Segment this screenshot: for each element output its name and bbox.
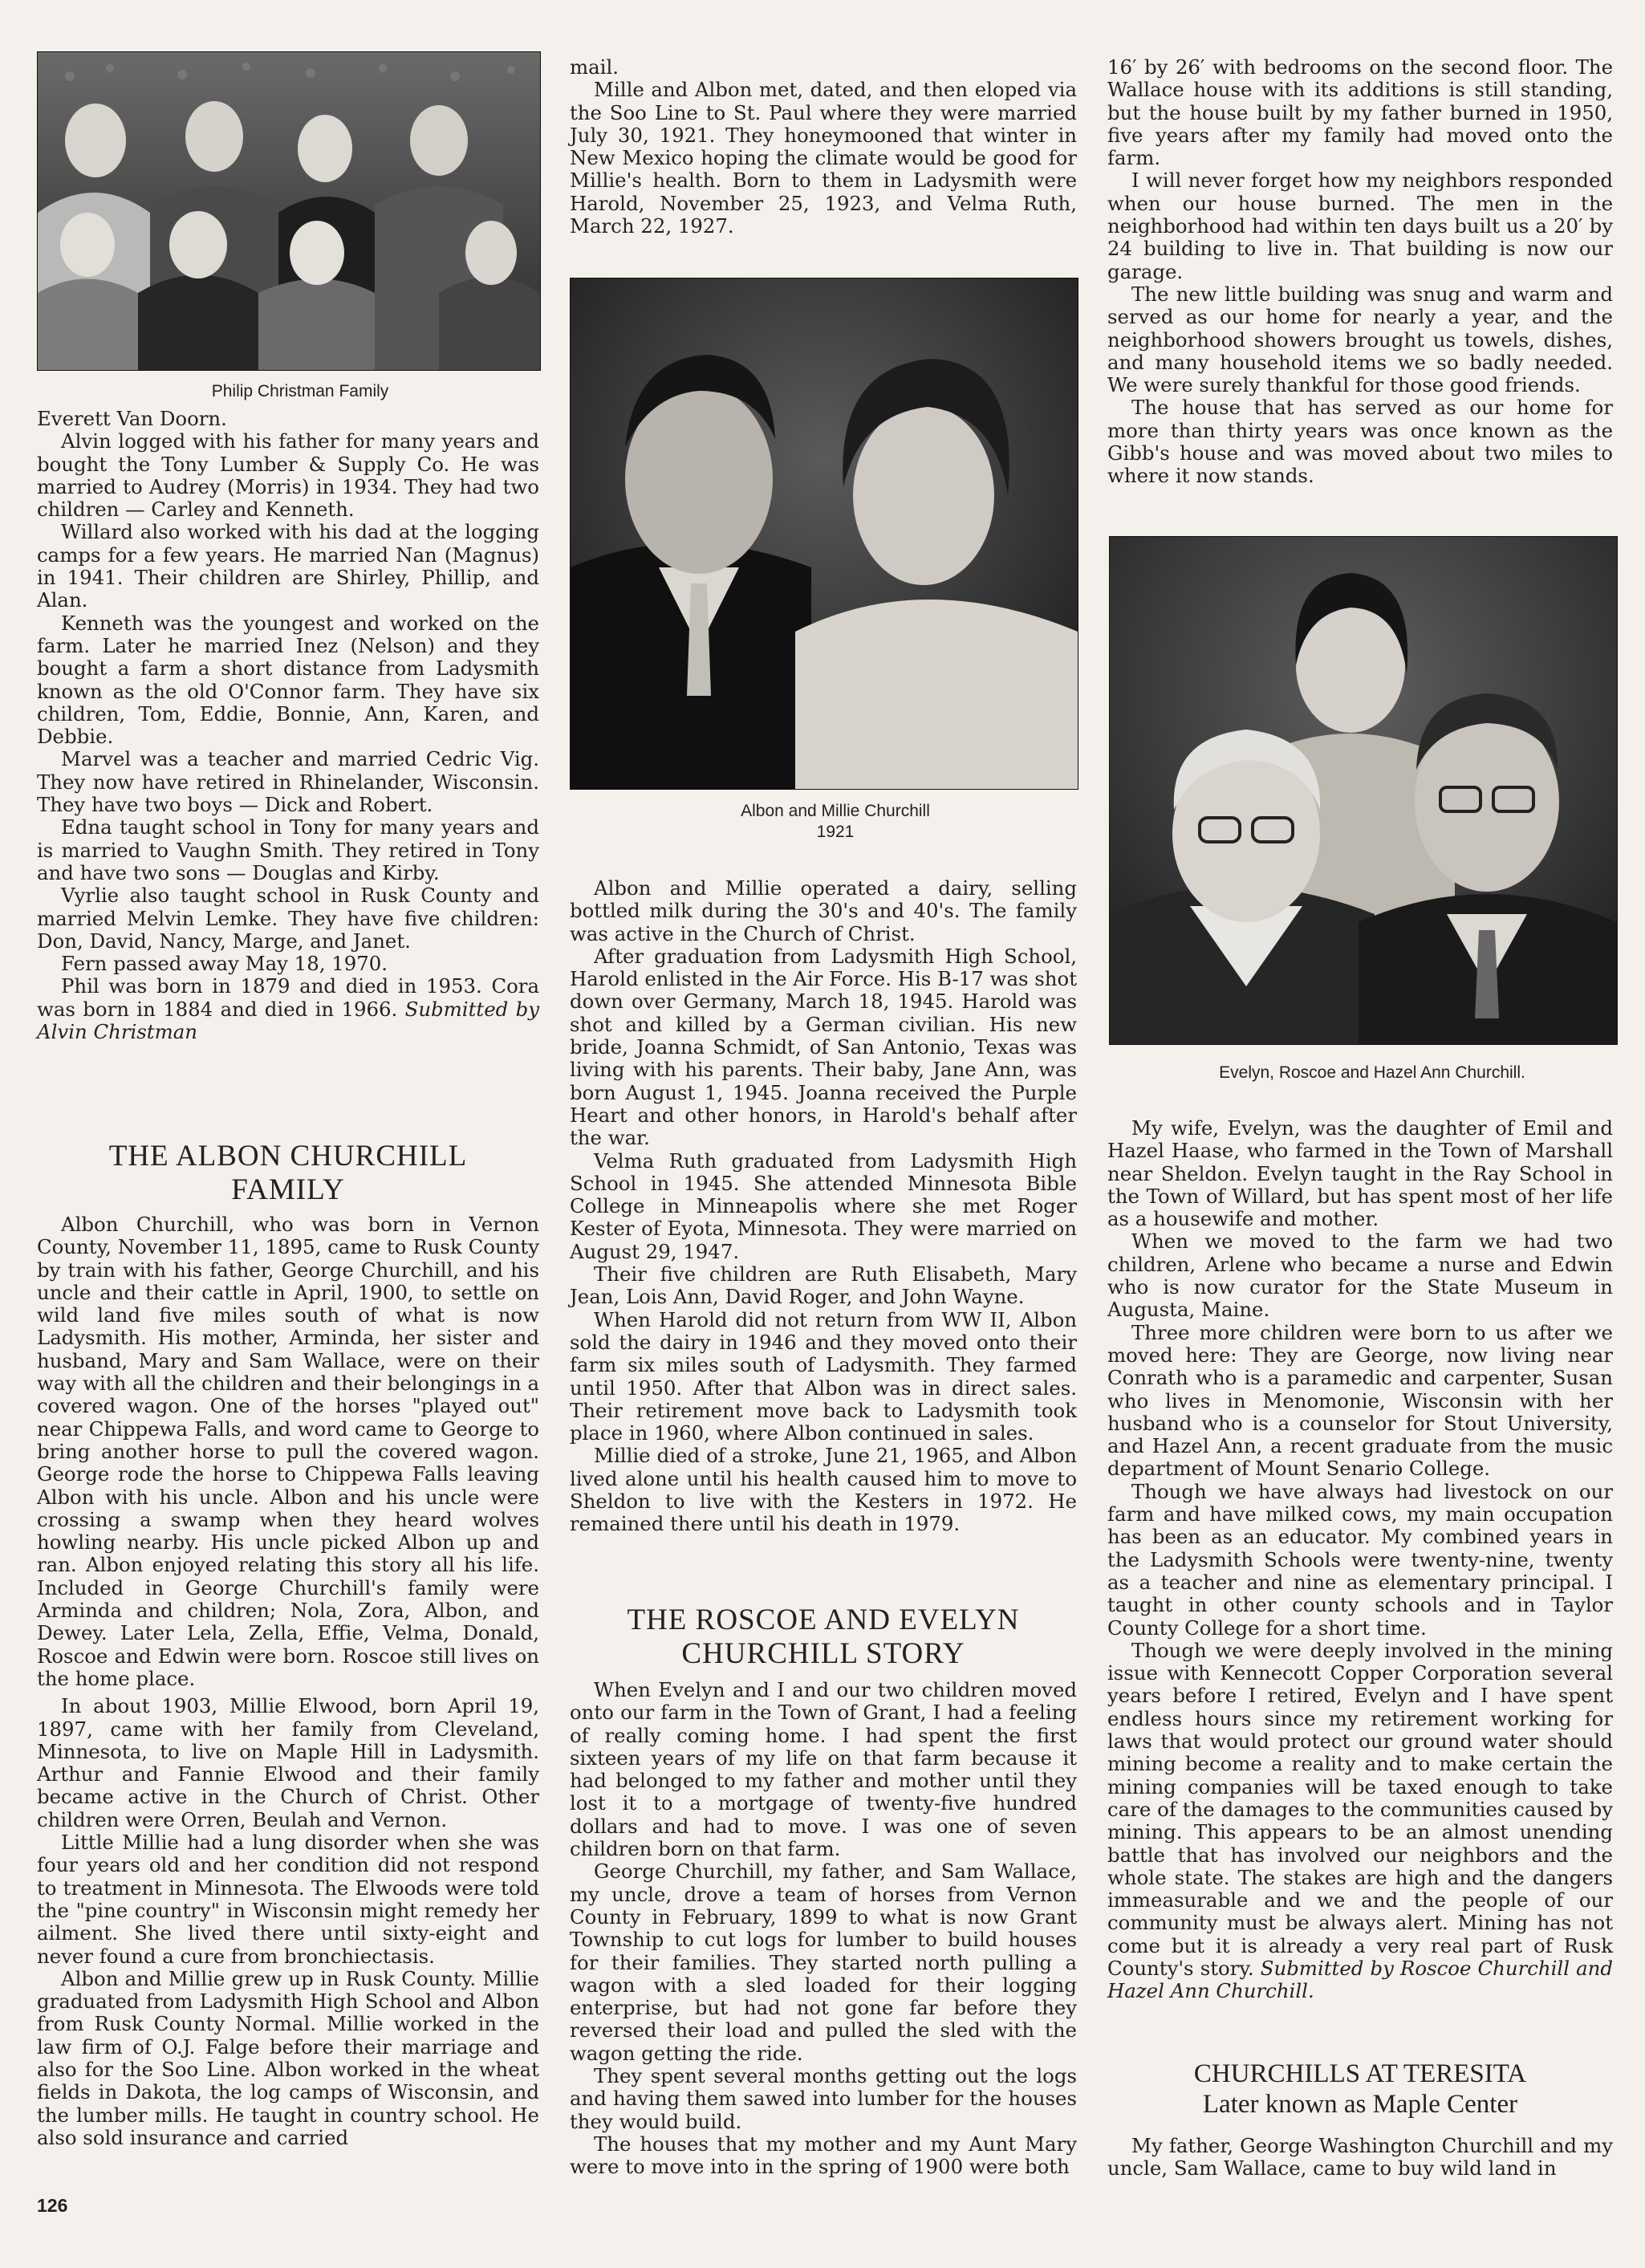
photo-philip-christman-family: [37, 51, 541, 371]
subheading-line: Later known as Maple Center: [1202, 2090, 1518, 2119]
paragraph: The houses that my mother and my Aunt Mary were to move into in the spring of 1900 were both: [570, 2132, 1077, 2179]
photo-caption-line: Albon and Millie Churchill: [741, 802, 930, 820]
submitted-by: Submitted by Alvin Christman: [37, 997, 539, 1044]
column-1-text-bottom: [37, 1213, 539, 2149]
paragraph: My wife, Evelyn, was the daughter of Emil and Hazel Haase, who farmed in the Town of Marshall near Sheldon. Evelyn taught in the Ray School in the Town of Willard, but has spent most of her life as a housewife and mother.: [1107, 1116, 1613, 1231]
paragraph: Though we have always had livestock on our farm and have milked cows, my main occupation has been as an educator. My combined years in the Ladysmith Schools were twenty-nine, twenty as a teacher and nine as elementary principal. I taught in other county schools and in Taylor County College for a short time.: [1107, 1479, 1613, 1640]
paragraph: Little Millie had a lung disorder when she was four years old and her condition did not respond to treatment in Minnesota. The Elwoods were told the "pine country" in Wisconsin might remedy her ailment. She lived there until sixty-eight and never found a cure from bronchiectasis.: [37, 1831, 539, 1968]
paragraph: Marvel was a teacher and married Cedric Vig. They now have retired in Rhinelander, Wisconsin. They have two boys — Dick and Robert.: [37, 747, 539, 817]
column-1-text-top: [37, 408, 539, 1043]
heading-line: CHURCHILL STORY: [681, 1637, 965, 1670]
paragraph: Mille and Albon met, dated, and then eloped via the Soo Line to St. Paul where they were married July 30, 1921. They honeymooned that winter in New Mexico hoping the climate would be good for Millie's health. Born to them in Ladysmith were Harold, November 25, 1923, and Velma Ruth, March 22, 1927.: [570, 78, 1077, 238]
paragraph: Velma Ruth graduated from Ladysmith High School in 1945. She attended Minnesota Bible College in Minneapolis where she met Roger Kester of Eyota, Minnesota. They were married on August 29, 1947.: [570, 1148, 1077, 1263]
paragraph-with-signature: [37, 975, 539, 1043]
paragraph: Millie died of a stroke, June 21, 1965, and Albon lived alone until his health caused him to move to Sheldon to live with the Kesters in 1972. He remained there until his death in 1979.: [570, 1444, 1077, 1536]
paragraph: My father, George Washington Churchill and my uncle, Sam Wallace, came to buy wild land in: [1107, 2134, 1613, 2181]
paragraph-text: Phil was born in 1879 and died in 1953. Cora was born in 1884 and died in 1966.: [37, 974, 539, 1021]
paragraph: In about 1903, Millie Elwood, born April 19, 1897, came with her family from Cleveland, Minnesota, to live on Maple Hill in Ladysmith. Arthur and Fannie Elwood and their family became active in the Church of Christ. Other children were Orren, Beulah and Vernon.: [37, 1694, 539, 1831]
heading-line: THE ROSCOE AND EVELYN: [627, 1603, 1020, 1636]
paragraph: Willard also worked with his dad at the logging camps for a few years. He married Nan (Magnus) in 1941. Their children are Shirley, Phillip, and Alan.: [37, 520, 539, 612]
paragraph: When Evelyn and I and our two children moved onto our farm in the Town of Grant, I had a feeling of really coming home. I had spent the first sixteen years of my life on that farm because it had belonged to my father and mother until they lost it to a mortgage of twenty-five hundred dollars and had to move. I was one of seven children born on that farm.: [570, 1678, 1077, 1861]
heading-churchills-at-teresita: [1107, 2059, 1613, 2120]
paragraph-text: Though we were deeply involved in the mining issue with Kennecott Copper Corporation several years before I retired, Evelyn and I have spent endless hours since my retirement working for laws that would protect our ground water should mining become a reality and to make certain the mining companies will be taxed enough to take care of the damages to the communities caused by mining. This appears to be an almost unending battle that has involved our neighbors and the whole state. The stakes are high and the dangers immeasurable and we and the people of our community must be always alert. Mining has not come but it is already a very real part of Rusk County's story.: [1107, 1638, 1613, 1980]
column-2-text-bottom: [570, 1679, 1077, 2179]
paragraph: Edna taught school in Tony for many years and is married to Vaughn Smith. They retired in Tony and have two sons — Douglas and Kirby.: [37, 815, 539, 884]
paragraph-with-signature: [1107, 1640, 1613, 2003]
photo-caption-evelyn-roscoe-hazel: Evelyn, Roscoe and Hazel Ann Churchill.: [1219, 1063, 1525, 1082]
column-3-text-mid: [1107, 1117, 1613, 2003]
portrait-photo-illustration: [1110, 537, 1617, 1044]
paragraph: They spent several months getting out the logs and having them sawed into lumber for the houses they would build.: [570, 2064, 1077, 2133]
paragraph: I will never forget how my neighbors responded when our house burned. The men in the neighborhood had within ten days built us a 20′ by 24 building to live in. That building is now our garage.: [1107, 169, 1613, 283]
paragraph: Three more children were born to us after we moved here: They are George, now living near Conrath who is a paramedic and carpenter, Susan who lives in Menomonie, Wisconsin with her husband who is a counselor for Stout University, and Hazel Ann, a recent graduate from the music department of Mount Senario College.: [1107, 1320, 1613, 1481]
submitted-by: Submitted by Roscoe Churchill and Hazel Ann Churchill.: [1107, 1956, 1613, 2003]
paragraph: Albon Churchill, who was born in Vernon County, November 11, 1895, came to Rusk County by train with his father, George Churchill, and his uncle and their cattle in April, 1900, to settle on wild land five miles south of what is now Ladysmith. His mother, Arminda, her sister and husband, Mary and Sam Wallace, were on their way with all the children and their belongings in a covered wagon. One of the horses "played out" near Chippewa Falls, and word came to George to bring another horse to pull the covered wagon. George rode the horse to Chippewa Falls leaving Albon with his uncle. Albon and his uncle were crossing a swamp when they heard wolves howling nearby. His uncle picked Albon up and ran. Albon enjoyed relating this story all his life. Included in George Churchill's family were Arminda and children; Nola, Zora, Albon, and Dewey. Later Lela, Zella, Effie, Velma, Donald, Roscoe and Edwin were born. Roscoe still lives on the home place.: [37, 1213, 539, 1690]
portrait-photo-illustration: [571, 278, 1078, 789]
heading-albon-churchill-family: [37, 1140, 539, 1207]
paragraph: The house that has served as our home for more than thirty years was once known as the Gibb's house and was moved about two miles to where it now stands.: [1107, 396, 1613, 488]
paragraph: After graduation from Ladysmith High School, Harold enlisted in the Air Force. His B-17 was shot down over Germany, March 18, 1945. Harold was shot and killed by a German civilian. His new bride, Joanna Schmidt, of San Antonio, Texas was living with his parents. Their baby, Jane Ann, was born August 1, 1945. Joanna received the Purple Heart and other honors, in Harold's behalf after the war.: [570, 944, 1077, 1150]
photo-caption-philip-christman: Philip Christman Family: [211, 382, 389, 400]
heading-roscoe-evelyn-story: [570, 1603, 1077, 1671]
paragraph: Albon and Millie grew up in Rusk County. Millie graduated from Ladysmith High School and Albon from Rusk County Normal. Millie worked in the law firm of O.J. Falge before their marriage and also for the Soo Line. Albon worked in the wheat fields in Dakota, the log camps of Wisconsin, and the lumber mills. He taught in country school. He also sold insurance and carried: [37, 1966, 539, 2149]
column-2-text-top: [570, 56, 1077, 238]
paragraph: Albon and Millie operated a dairy, selling bottled milk during the 30's and 40's. The family was active in the Church of Christ.: [570, 876, 1077, 945]
page-number: 126: [37, 2195, 68, 2216]
paragraph: Their five children are Ruth Elisabeth, Mary Jean, Lois Ann, David Roger, and John Wayne.: [570, 1262, 1077, 1309]
paragraph: When Harold did not return from WW II, Albon sold the dairy in 1946 and they moved onto their farm six miles south of Ladysmith. They farmed until 1950. After that Albon was in direct sales. Their retirement move back to Ladysmith took place in 1960, where Albon continued in sales.: [570, 1307, 1077, 1445]
photo-evelyn-roscoe-hazel: [1109, 536, 1618, 1045]
column-2-text-mid: [570, 877, 1077, 1536]
paragraph: When we moved to the farm we had two children, Arlene who became a nurse and Edwin who is now curator for the State Museum in Augusta, Maine.: [1107, 1230, 1613, 1322]
column-1-top: [37, 381, 539, 402]
paragraph: George Churchill, my father, and Sam Wallace, my uncle, drove a team of horses from Vernon County in February, 1899 to what is now Grant Township to cut logs for lumber to build houses for their families. They started north pulling a wagon with a sled loaded for their logging enterprise, but had not gone far before they reversed their load and pulled the sled with the wagon getting the ride.: [570, 1860, 1077, 2065]
photo-albon-millie-churchill: [570, 278, 1078, 790]
paragraph: Alvin logged with his father for many years and bought the Tony Lumber & Supply Co. He was married to Audrey (Morris) in 1934. They had two children — Carley and Kenneth.: [37, 429, 539, 522]
paragraph: Vyrlie also taught school in Rusk County and married Melvin Lemke. They have five children: Don, David, Nancy, Marge, and Janet.: [37, 884, 539, 953]
column-2-caption: [570, 801, 1077, 843]
paragraph: Everett Van Doorn.: [37, 407, 227, 430]
column-3-text-top: [1107, 56, 1613, 488]
heading-line: FAMILY: [231, 1173, 345, 1206]
paragraph: Fern passed away May 18, 1970.: [61, 952, 388, 976]
column-3-caption: [1107, 1063, 1613, 1083]
column-3-text-bottom: [1107, 2135, 1613, 2181]
paragraph: The new little building was snug and warm and served as our home for nearly a year, and the neighborhood showers brought us towels, dishes, and many household items we so badly needed. We were surely thankful for those good friends.: [1107, 282, 1613, 397]
paragraph: mail.: [570, 55, 619, 79]
paragraph: Kenneth was the youngest and worked on the farm. Later he married Inez (Nelson) and they bought a farm a short distance from Ladysmith known as the old O'Connor farm. They have six children, Tom, Eddie, Bonnie, Ann, Karen, and Debbie.: [37, 611, 539, 749]
heading-line: THE ALBON CHURCHILL: [108, 1140, 468, 1173]
family-photo-illustration: [38, 52, 540, 370]
paragraph: 16′ by 26′ with bedrooms on the second floor. The Wallace house with its additions is still standing, but the house built by my father burned in 1950, five years after my family had moved onto the farm.: [1107, 55, 1613, 170]
photo-caption-year: 1921: [816, 823, 855, 841]
heading-line: CHURCHILLS AT TERESITA: [1193, 2059, 1527, 2088]
